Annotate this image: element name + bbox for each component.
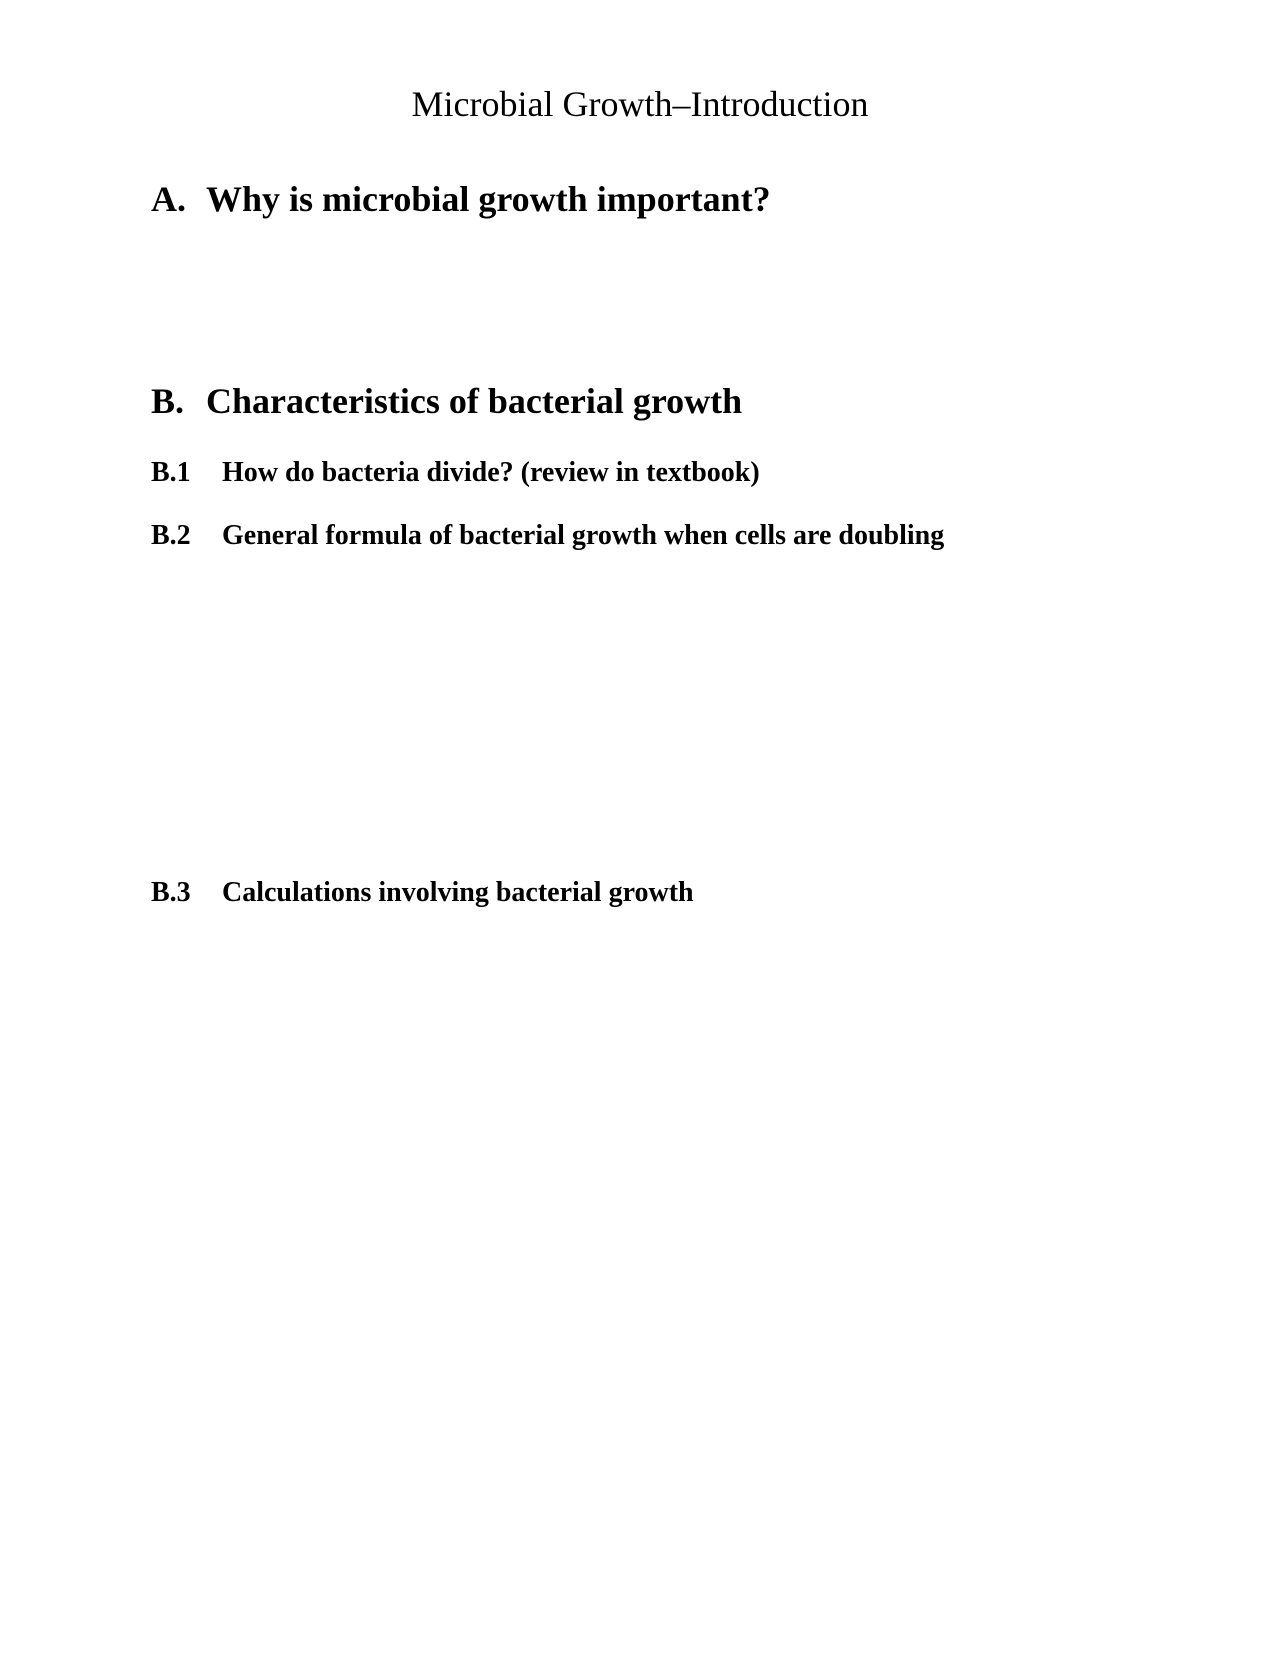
subsection-b1-title: How do bacteria divide? (review in textbook) bbox=[222, 457, 760, 488]
subsection-b1-heading bbox=[151, 453, 760, 493]
subsection-b2-title: General formula of bacterial growth when cells are doubling bbox=[222, 520, 945, 551]
section-b-heading bbox=[151, 377, 742, 425]
subsection-b2-number: B.2 bbox=[151, 520, 191, 551]
section-a-heading bbox=[151, 175, 771, 223]
page-title: Microbial Growth–Introduction bbox=[411, 84, 869, 124]
section-a-letter: A. bbox=[151, 179, 186, 219]
subsection-b3-heading bbox=[151, 873, 694, 913]
subsection-b2-heading bbox=[151, 516, 944, 556]
section-b-title: Characteristics of bacterial growth bbox=[206, 381, 743, 421]
section-b-letter: B. bbox=[151, 381, 185, 421]
subsection-b3-title: Calculations involving bacterial growth bbox=[222, 877, 694, 908]
section-a-title: Why is microbial growth important? bbox=[206, 179, 771, 219]
subsection-b1-number: B.1 bbox=[151, 457, 191, 488]
subsection-b3-number: B.3 bbox=[151, 877, 191, 908]
